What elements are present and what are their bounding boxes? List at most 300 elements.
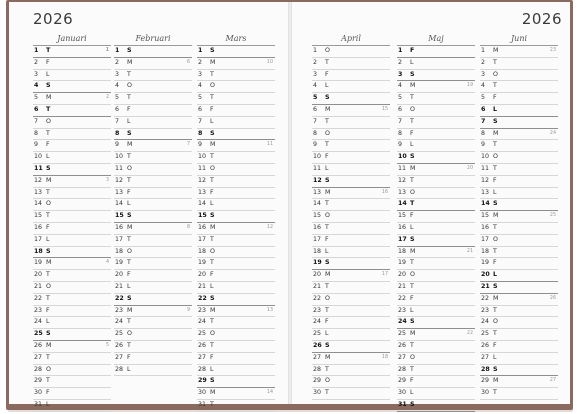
day-number: 2	[198, 58, 203, 66]
day-row	[480, 140, 558, 152]
day-number: 16	[34, 223, 43, 231]
day-row	[33, 46, 111, 58]
weekday-letter: S	[210, 294, 215, 302]
day-row	[197, 140, 275, 152]
day-number: 16	[481, 223, 490, 231]
weekday-letter: T	[325, 306, 329, 314]
day-number: 16	[115, 223, 124, 231]
day-row	[114, 258, 192, 270]
day-row	[114, 105, 192, 117]
day-number: 23	[481, 306, 490, 314]
day-number: 8	[481, 129, 486, 137]
day-number: 7	[313, 117, 318, 125]
week-number: 16	[381, 189, 388, 195]
day-row	[33, 140, 111, 152]
day-row	[114, 117, 192, 129]
weekday-letter: M	[46, 176, 52, 184]
day-row	[312, 140, 390, 152]
week-number: 13	[266, 307, 273, 313]
weekday-letter: O	[325, 212, 330, 220]
weekday-letter: T	[325, 58, 329, 66]
day-number: 3	[198, 70, 203, 78]
weekday-letter: S	[325, 94, 330, 102]
weekday-letter: O	[493, 318, 498, 326]
day-row	[397, 329, 475, 341]
weekday-letter: L	[210, 117, 214, 125]
day-row	[114, 199, 192, 211]
day-row	[397, 58, 475, 70]
day-row	[397, 211, 475, 223]
day-number: 26	[198, 341, 207, 349]
weekday-letter: F	[493, 176, 497, 184]
day-number: 28	[398, 365, 407, 373]
day-number: 22	[115, 294, 124, 302]
day-number: 22	[481, 294, 490, 302]
day-number: 7	[398, 117, 403, 125]
day-row	[114, 329, 192, 341]
week-number: 14	[266, 390, 273, 396]
weekday-letter: S	[410, 153, 415, 161]
book-gutter	[288, 2, 292, 404]
day-row	[480, 329, 558, 341]
day-number: 8	[198, 129, 203, 137]
month-name: Februari	[135, 34, 171, 43]
weekday-letter: S	[493, 365, 498, 373]
month-name: Juni	[510, 34, 528, 43]
weekday-letter: S	[210, 212, 215, 220]
day-number: 13	[398, 188, 407, 196]
day-number: 2	[115, 58, 120, 66]
weekday-letter: T	[210, 400, 214, 408]
week-number: 23	[549, 48, 556, 53]
weekday-letter: T	[46, 47, 51, 54]
day-row	[397, 81, 475, 93]
weekday-letter: S	[410, 70, 415, 78]
day-row	[197, 70, 275, 82]
weekday-letter: O	[325, 47, 330, 54]
weekday-letter: S	[410, 400, 415, 408]
weekday-letter: F	[127, 353, 131, 361]
day-row	[480, 164, 558, 176]
day-number: 9	[313, 141, 318, 149]
day-number: 18	[198, 247, 207, 255]
day-row	[197, 388, 275, 400]
weekday-letter: F	[127, 271, 131, 279]
day-row	[114, 353, 192, 365]
day-number: 19	[313, 259, 322, 267]
day-number: 22	[198, 294, 207, 302]
weekday-letter: L	[325, 82, 329, 90]
weekday-letter: L	[410, 141, 414, 149]
weekday-letter: S	[493, 200, 498, 208]
day-number: 12	[198, 176, 207, 184]
day-number: 18	[34, 247, 43, 255]
day-number: 11	[198, 164, 207, 172]
day-number: 14	[34, 200, 43, 208]
day-number: 17	[481, 235, 490, 243]
day-row	[480, 376, 558, 388]
day-number: 31	[198, 400, 207, 408]
day-row	[114, 140, 192, 152]
day-row	[312, 117, 390, 129]
day-number: 22	[398, 294, 407, 302]
week-number: 2	[105, 95, 109, 101]
day-number: 26	[481, 341, 490, 349]
weekday-letter: T	[410, 117, 414, 125]
weekday-letter: T	[493, 389, 497, 397]
day-row	[114, 211, 192, 223]
day-number: 15	[481, 212, 490, 220]
day-row	[197, 306, 275, 318]
month-column-june	[480, 34, 558, 400]
day-row	[312, 306, 390, 318]
weekday-letter: T	[127, 153, 131, 161]
weekday-letter: S	[325, 341, 330, 349]
weekday-letter: S	[210, 129, 215, 137]
day-row	[33, 258, 111, 270]
day-row	[114, 81, 192, 93]
weekday-letter: L	[46, 318, 50, 326]
weekday-letter: T	[46, 188, 50, 196]
day-list	[197, 45, 275, 412]
weekday-letter: T	[210, 153, 214, 161]
weekday-letter: T	[127, 70, 131, 78]
weekday-letter: L	[325, 247, 329, 255]
day-row	[197, 365, 275, 377]
weekday-letter: F	[410, 129, 414, 137]
weekday-letter: O	[210, 82, 215, 90]
weekday-letter: T	[493, 247, 497, 255]
weekday-letter: T	[210, 259, 214, 267]
day-number: 25	[398, 330, 407, 338]
day-list	[312, 45, 390, 400]
day-number: 12	[481, 176, 490, 184]
weekday-letter: T	[210, 341, 214, 349]
day-row	[114, 365, 192, 377]
day-number: 6	[34, 105, 39, 113]
weekday-letter: F	[46, 306, 50, 314]
day-number: 21	[481, 282, 490, 290]
day-list	[114, 45, 192, 376]
day-row	[312, 247, 390, 259]
day-row	[33, 81, 111, 93]
day-row	[33, 70, 111, 82]
day-number: 4	[481, 82, 486, 90]
day-number: 14	[115, 200, 124, 208]
day-number: 26	[313, 341, 322, 349]
day-number: 11	[481, 164, 490, 172]
day-number: 1	[481, 47, 486, 54]
day-number: 15	[198, 212, 207, 220]
day-number: 11	[115, 164, 124, 172]
weekday-letter: M	[410, 82, 416, 90]
weekday-letter: T	[127, 318, 131, 326]
day-number: 6	[481, 105, 486, 113]
day-row	[197, 129, 275, 141]
weekday-letter: T	[493, 330, 497, 338]
week-number: 27	[549, 378, 556, 384]
day-number: 20	[313, 271, 322, 279]
weekday-letter: T	[325, 282, 329, 290]
day-row	[114, 235, 192, 247]
weekday-letter: T	[210, 235, 214, 243]
weekday-letter: M	[127, 223, 133, 231]
day-number: 30	[34, 389, 43, 397]
day-number: 12	[313, 176, 322, 184]
day-row	[114, 294, 192, 306]
day-row	[397, 199, 475, 211]
weekday-letter: S	[46, 164, 51, 172]
week-number: 8	[186, 224, 190, 230]
day-number: 8	[398, 129, 403, 137]
day-row	[312, 294, 390, 306]
month-column-march	[197, 34, 275, 412]
weekday-letter: O	[410, 271, 415, 279]
day-row	[197, 211, 275, 223]
day-row	[197, 341, 275, 353]
day-number: 20	[398, 271, 407, 279]
week-number: 11	[266, 142, 273, 148]
weekday-letter: O	[127, 164, 132, 172]
day-row	[33, 388, 111, 400]
day-row	[114, 93, 192, 105]
day-number: 11	[34, 164, 43, 172]
day-row	[312, 376, 390, 388]
day-row	[480, 188, 558, 200]
day-number: 29	[313, 377, 322, 385]
day-number: 13	[34, 188, 43, 196]
day-row	[197, 199, 275, 211]
day-row	[33, 341, 111, 353]
month-name: Mars	[225, 34, 247, 43]
weekday-letter: T	[493, 164, 497, 172]
weekday-letter: M	[325, 271, 331, 279]
month-name: April	[341, 34, 361, 43]
day-number: 26	[115, 341, 124, 349]
day-row	[197, 176, 275, 188]
day-number: 27	[313, 353, 322, 361]
day-row	[33, 282, 111, 294]
month-column-january	[33, 34, 111, 412]
day-number: 16	[198, 223, 207, 231]
weekday-letter: F	[46, 223, 50, 231]
day-number: 1	[398, 47, 403, 54]
day-row	[312, 152, 390, 164]
week-number: 5	[105, 342, 109, 348]
day-row	[312, 46, 390, 58]
day-row	[197, 270, 275, 282]
day-row	[33, 329, 111, 341]
day-row	[480, 46, 558, 58]
day-number: 12	[34, 176, 43, 184]
weekday-letter: O	[325, 377, 330, 385]
weekday-letter: F	[46, 389, 50, 397]
weekday-letter: T	[127, 259, 131, 267]
week-number: 10	[266, 59, 273, 65]
weekday-letter: T	[210, 70, 214, 78]
week-number: 1	[105, 48, 109, 53]
day-number: 20	[115, 271, 124, 279]
weekday-letter: F	[410, 47, 415, 54]
day-row	[397, 400, 475, 412]
week-number: 20	[466, 165, 473, 171]
day-number: 2	[398, 58, 403, 66]
day-row	[33, 223, 111, 235]
day-number: 19	[198, 259, 207, 267]
weekday-letter: S	[46, 247, 51, 255]
weekday-letter: O	[410, 105, 415, 113]
weekday-letter: L	[410, 58, 414, 66]
week-number: 17	[381, 272, 388, 278]
weekday-letter: M	[493, 129, 499, 137]
day-row	[197, 117, 275, 129]
weekday-letter: O	[46, 200, 51, 208]
day-number: 13	[115, 188, 124, 196]
day-row	[33, 376, 111, 388]
weekday-letter: M	[210, 306, 216, 314]
day-row	[197, 329, 275, 341]
weekday-letter: L	[46, 400, 50, 408]
day-number: 4	[398, 82, 403, 90]
day-number: 18	[313, 247, 322, 255]
day-row	[33, 188, 111, 200]
day-row	[480, 294, 558, 306]
day-number: 28	[481, 365, 490, 373]
weekday-letter: L	[127, 200, 131, 208]
day-number: 26	[34, 341, 43, 349]
weekday-letter: F	[325, 318, 329, 326]
day-row	[397, 376, 475, 388]
day-number: 12	[115, 176, 124, 184]
day-number: 18	[115, 247, 124, 255]
day-number: 8	[115, 129, 120, 137]
day-number: 15	[115, 212, 124, 220]
weekday-letter: M	[210, 141, 216, 149]
day-number: 13	[313, 188, 322, 196]
day-number: 28	[198, 365, 207, 373]
day-row	[197, 247, 275, 259]
day-row	[312, 105, 390, 117]
day-list	[33, 45, 111, 412]
day-number: 6	[115, 105, 120, 113]
day-row	[397, 258, 475, 270]
weekday-letter: O	[493, 235, 498, 243]
week-number: 4	[105, 260, 109, 266]
day-row	[114, 317, 192, 329]
weekday-letter: S	[325, 259, 330, 267]
day-row	[312, 282, 390, 294]
day-number: 29	[34, 377, 43, 385]
weekday-letter: M	[325, 105, 331, 113]
day-row	[33, 294, 111, 306]
day-number: 13	[198, 188, 207, 196]
day-number: 6	[313, 105, 318, 113]
day-row	[397, 188, 475, 200]
day-number: 30	[481, 389, 490, 397]
day-row	[33, 235, 111, 247]
day-number: 10	[398, 153, 407, 161]
day-row	[114, 247, 192, 259]
day-row	[480, 105, 558, 117]
weekday-letter: T	[127, 341, 131, 349]
day-row	[312, 188, 390, 200]
day-number: 1	[34, 47, 39, 54]
day-number: 9	[34, 141, 39, 149]
day-row	[197, 258, 275, 270]
weekday-letter: M	[493, 212, 499, 220]
weekday-letter: O	[493, 153, 498, 161]
day-row	[480, 341, 558, 353]
day-row	[397, 70, 475, 82]
weekday-letter: O	[410, 353, 415, 361]
weekday-letter: L	[210, 282, 214, 290]
day-number: 14	[398, 200, 407, 208]
weekday-letter: F	[325, 235, 329, 243]
weekday-letter: O	[46, 117, 51, 125]
weekday-letter: T	[410, 94, 414, 102]
day-row	[114, 223, 192, 235]
right-year: 2026	[521, 10, 562, 28]
day-number: 10	[198, 153, 207, 161]
day-row	[197, 164, 275, 176]
day-row	[197, 294, 275, 306]
week-number: 25	[549, 213, 556, 219]
weekday-letter: F	[410, 212, 414, 220]
day-number: 8	[34, 129, 39, 137]
day-number: 4	[34, 82, 39, 90]
day-row	[197, 317, 275, 329]
day-number: 14	[481, 200, 490, 208]
day-number: 15	[34, 212, 43, 220]
day-row	[397, 164, 475, 176]
weekday-letter: F	[493, 341, 497, 349]
day-number: 24	[34, 318, 43, 326]
day-number: 4	[198, 82, 203, 90]
weekday-letter: S	[127, 47, 132, 54]
day-row	[312, 211, 390, 223]
weekday-letter: S	[210, 377, 215, 385]
weekday-letter: T	[210, 94, 214, 102]
day-number: 21	[198, 282, 207, 290]
day-number: 23	[198, 306, 207, 314]
day-number: 14	[313, 200, 322, 208]
weekday-letter: M	[46, 259, 52, 267]
day-row	[33, 199, 111, 211]
weekday-letter: T	[493, 223, 497, 231]
day-number: 19	[481, 259, 490, 267]
day-row	[33, 211, 111, 223]
day-number: 10	[115, 153, 124, 161]
weekday-letter: L	[410, 223, 414, 231]
day-row	[312, 199, 390, 211]
day-row	[312, 270, 390, 282]
day-number: 8	[313, 129, 318, 137]
weekday-letter: S	[127, 212, 132, 220]
weekday-letter: F	[46, 141, 50, 149]
day-row	[33, 353, 111, 365]
day-number: 25	[198, 330, 207, 338]
day-row	[480, 388, 558, 400]
weekday-letter: S	[493, 282, 498, 290]
day-number: 15	[313, 212, 322, 220]
day-number: 24	[198, 318, 207, 326]
day-number: 1	[313, 47, 318, 54]
day-number: 15	[398, 212, 407, 220]
month-name: Januari	[57, 34, 87, 43]
day-row	[312, 93, 390, 105]
weekday-letter: O	[46, 365, 51, 373]
day-number: 24	[313, 318, 322, 326]
